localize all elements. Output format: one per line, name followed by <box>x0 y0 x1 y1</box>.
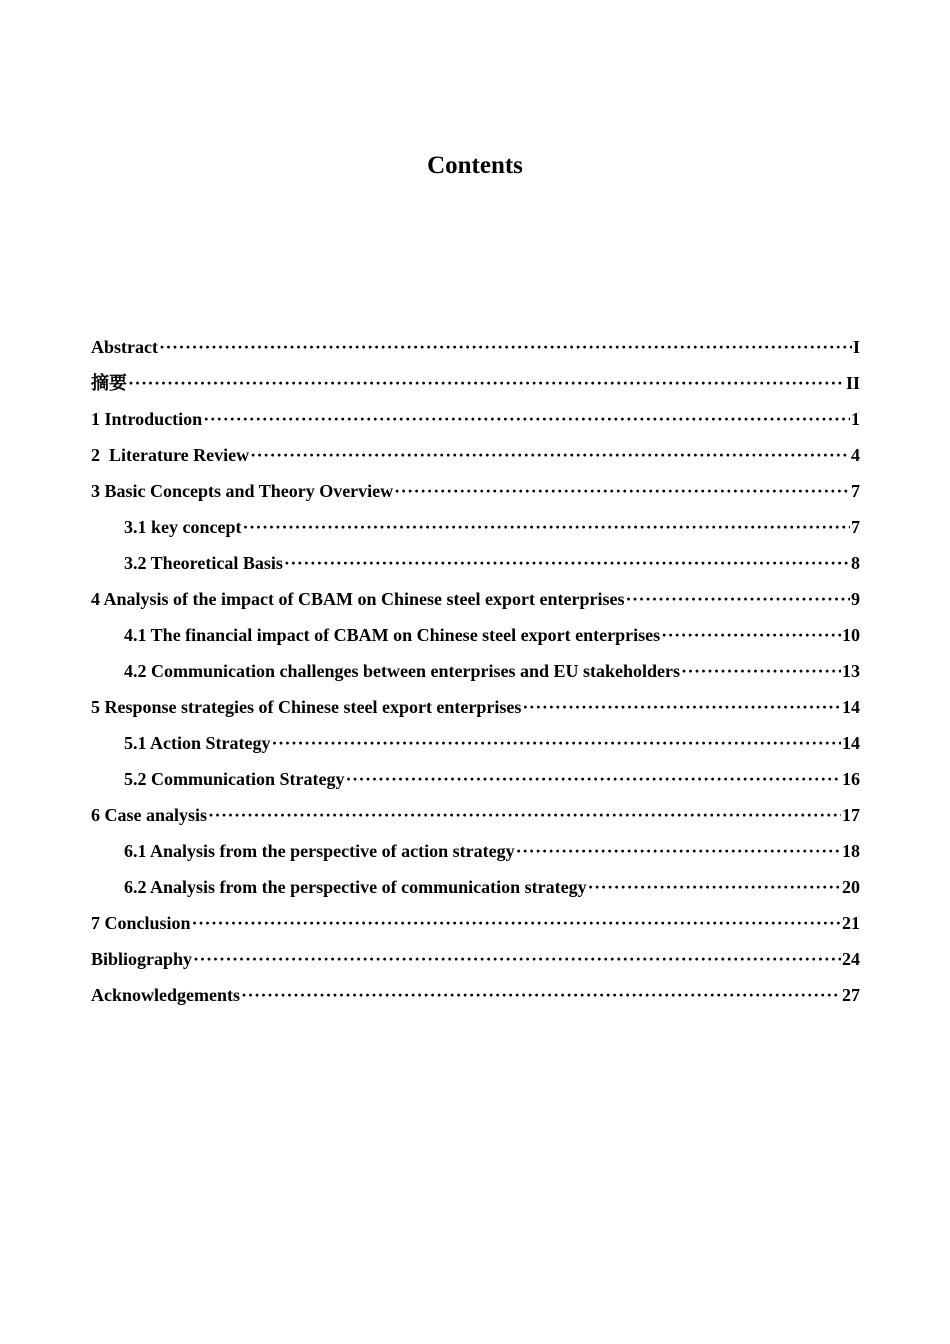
toc-page-number: 20 <box>842 877 860 897</box>
toc-entry[interactable] <box>91 584 860 620</box>
toc-dot-leader <box>192 908 841 938</box>
toc-dot-leader <box>588 872 841 902</box>
toc-entry-label: 3.1 key concept <box>124 517 242 537</box>
toc-page-number: 16 <box>842 769 860 789</box>
toc-page-number: 14 <box>842 697 860 717</box>
toc-entry-label: 6.2 Analysis from the perspective of communication strategy <box>124 877 587 897</box>
toc-entry-label: 摘要 <box>91 373 127 393</box>
toc-entry-label: 4.1 The financial impact of CBAM on Chinese steel export enterprises <box>124 625 661 645</box>
toc-dot-leader <box>250 440 850 470</box>
toc-entry[interactable] <box>91 764 860 800</box>
toc-entry-label: Bibliography <box>91 949 193 969</box>
toc-dot-leader <box>241 980 841 1010</box>
toc-entry-label: 1 Introduction <box>91 409 203 429</box>
toc-page-number: 17 <box>842 805 860 825</box>
toc-entry-label: 4.2 Communication challenges between enterprises and EU stakeholders <box>124 661 680 681</box>
toc-dot-leader <box>159 332 852 362</box>
toc-dot-leader <box>516 836 841 866</box>
toc-dot-leader <box>284 548 850 578</box>
toc-entry-label: 6 Case analysis <box>91 805 208 825</box>
toc-entry[interactable] <box>91 440 860 476</box>
toc-entry-label: Acknowledgements <box>91 985 240 1005</box>
toc-dot-leader <box>193 944 841 974</box>
toc-entry[interactable] <box>91 548 860 584</box>
toc-page-number: II <box>845 373 860 393</box>
toc-entry[interactable] <box>91 692 860 728</box>
page-title: Contents <box>427 152 523 179</box>
toc-entry-label: Abstract <box>91 337 158 357</box>
toc-entry-label: 3 Basic Concepts and Theory Overview <box>91 481 394 501</box>
toc-page-number: 7 <box>851 517 860 537</box>
toc-entry-label: 5.1 Action Strategy <box>124 733 271 753</box>
toc-entry[interactable] <box>91 404 860 440</box>
toc-entry[interactable] <box>91 332 860 368</box>
toc-entry[interactable] <box>91 836 860 872</box>
toc-entry[interactable] <box>91 728 860 764</box>
toc-entry[interactable] <box>91 800 860 836</box>
toc-page-number: 21 <box>842 913 860 933</box>
toc-entry-label: 5 Response strategies of Chinese steel export enterprises <box>91 697 522 717</box>
toc-entry-label: 7 Conclusion <box>91 913 191 933</box>
toc-page-number: 8 <box>851 553 860 573</box>
toc-dot-leader <box>345 764 841 794</box>
toc-page-number: 13 <box>842 661 860 681</box>
toc-dot-leader <box>522 692 841 722</box>
toc-dot-leader <box>271 728 841 758</box>
toc-entry-label: 6.1 Analysis from the perspective of action strategy <box>124 841 515 861</box>
toc-page-number: 4 <box>851 445 860 465</box>
toc-dot-leader <box>203 404 850 434</box>
toc-entry-label: 3.2 Theoretical Basis <box>124 553 283 573</box>
toc-entry[interactable] <box>91 368 860 404</box>
toc-dot-leader <box>242 512 850 542</box>
toc-entry[interactable] <box>91 656 860 692</box>
toc-page-number: 27 <box>842 985 860 1005</box>
toc-entry[interactable] <box>91 944 860 980</box>
table-of-contents <box>91 332 860 1016</box>
toc-dot-leader <box>681 656 841 686</box>
toc-page-number: 9 <box>851 589 860 609</box>
toc-page-number: 1 <box>851 409 860 429</box>
toc-entry[interactable] <box>91 512 860 548</box>
toc-page-number: 24 <box>842 949 860 969</box>
toc-entry[interactable] <box>91 620 860 656</box>
toc-dot-leader <box>208 800 841 830</box>
toc-entry-label: 4 Analysis of the impact of CBAM on Chinese steel export enterprises <box>91 589 625 609</box>
toc-dot-leader <box>625 584 850 614</box>
toc-dot-leader <box>394 476 850 506</box>
toc-page-number: 14 <box>842 733 860 753</box>
toc-entry[interactable] <box>91 476 860 512</box>
toc-page-number: 10 <box>842 625 860 645</box>
toc-page-number: I <box>852 337 860 357</box>
toc-entry[interactable] <box>91 872 860 908</box>
toc-page-number: 7 <box>851 481 860 501</box>
toc-page-number: 18 <box>842 841 860 861</box>
toc-entry[interactable] <box>91 980 860 1016</box>
toc-dot-leader <box>128 368 845 398</box>
toc-dot-leader <box>661 620 841 650</box>
toc-entry-label: 5.2 Communication Strategy <box>124 769 345 789</box>
toc-entry[interactable] <box>91 908 860 944</box>
toc-entry-label: 2 Literature Review <box>91 445 250 465</box>
